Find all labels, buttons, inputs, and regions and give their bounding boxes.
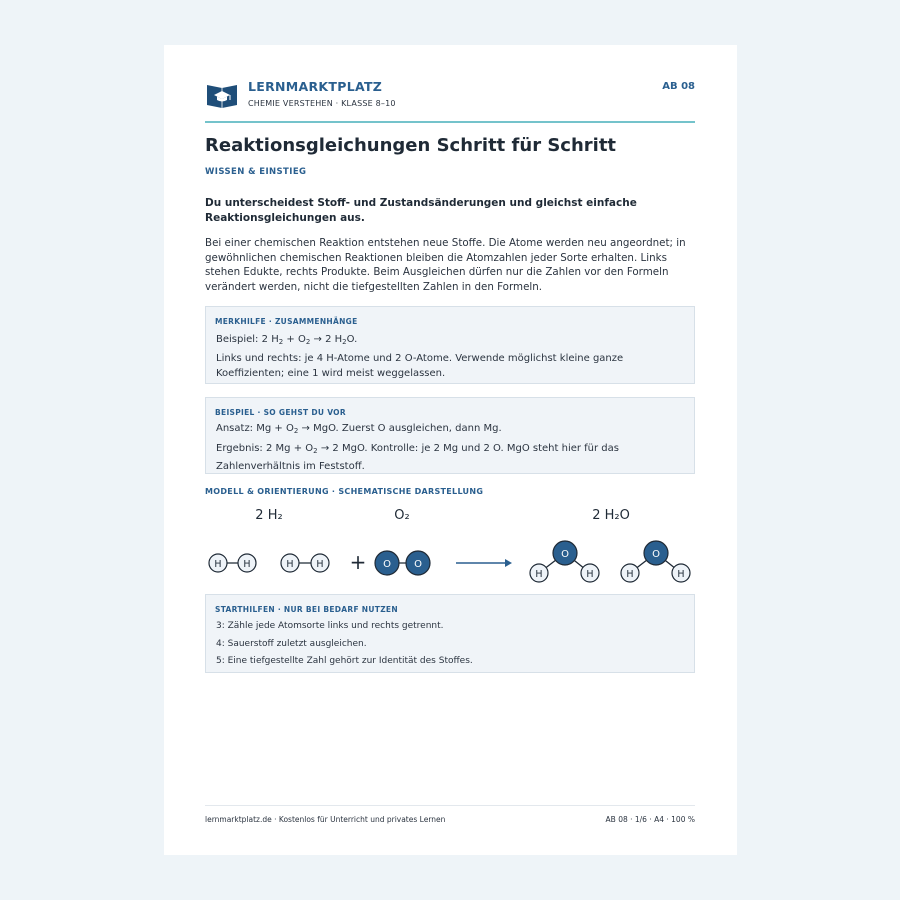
learning-goal: Du unterscheidest Stoff- und Zustandsänderungen und gleichst einfache Reaktionsgleichungen aus. <box>205 197 637 224</box>
merkhilfe-label: MERKHILFE · ZUSAMMENHÄNGE <box>215 317 358 326</box>
hint-item: 5: Eine tiefgestellte Zahl gehört zur Identität des Stoffes. <box>216 656 473 666</box>
graduation-book-icon <box>206 81 238 109</box>
svg-text:H: H <box>586 569 594 580</box>
h2-molecule <box>281 554 329 572</box>
ergebnis-line: Ergebnis: 2 $Mg + O_2 \to 2$ MgO. Kontrolle: je 2 Mg und 2 O. MgO steht hier für das Zahlenverhältnis im Feststoff. <box>216 443 619 472</box>
header <box>205 79 695 123</box>
h2o-molecule <box>530 541 599 582</box>
ansatz-equation: $Mg + O_2$ → MgO. <box>256 423 339 435</box>
section-subtitle: WISSEN & EINSTIEG <box>205 167 307 177</box>
starthilfen-box <box>205 594 695 673</box>
svg-text:O: O <box>383 559 391 570</box>
ansatz-line: Ansatz: $Mg + O_2$ → MgO. Zuerst O ausgleichen, dann Mg. <box>216 423 502 435</box>
ergebnis-equation: 2 $Mg + O_2 \to 2$ MgO. <box>265 443 368 455</box>
h2-molecule <box>209 554 256 572</box>
svg-text:H: H <box>316 559 324 570</box>
hint-item: 4: Sauerstoff zuletzt ausgleichen. <box>216 639 367 649</box>
example-prefix: Beispiel: <box>216 334 259 345</box>
reaction-arrow-icon <box>456 559 512 567</box>
h2o-molecule <box>621 541 690 582</box>
beispiel-label: BEISPIEL · SO GEHST DU VOR <box>215 408 346 417</box>
svg-text:O: O <box>414 559 422 570</box>
svg-text:H: H <box>243 559 251 570</box>
header-divider <box>205 121 695 123</box>
svg-text:H: H <box>677 569 685 580</box>
footer-source: lernmarktplatz.de · Kostenlos für Unterricht und privates Lernen <box>205 815 446 824</box>
footer-divider <box>205 805 695 806</box>
merkhilfe-text: Links und rechts: je 4 H-Atome und 2 O-Atome. Verwende möglichst kleine ganze Koeffizienten; eine 1 wird meist weggelassen. <box>216 353 624 379</box>
starthilfen-label: STARTHILFEN · NUR BEI BEDARF NUTZEN <box>215 605 398 614</box>
footer-page-info: AB 08 · 1/6 · A4 · 100 % <box>605 815 695 824</box>
hint-item: 3: Zähle jede Atomsorte links und rechts getrennt. <box>216 621 444 631</box>
beispiel-box <box>205 397 695 474</box>
equation: 2 $H_2 + O_2 \to 2$ $H_2O$. <box>261 334 358 346</box>
molecule-diagram <box>205 499 695 589</box>
plus-sign: + <box>349 550 367 574</box>
caption-h2: 2 H₂ <box>255 508 283 523</box>
model-label: MODELL & ORIENTIERUNG · SCHEMATISCHE DARSTELLUNG <box>205 487 484 496</box>
svg-text:H: H <box>535 569 543 580</box>
sheet-code: AB 08 <box>662 81 695 92</box>
intro-paragraph: Bei einer chemischen Reaktion entstehen neue Stoffe. Die Atome werden neu angeordnet; in gewöhnlichen chemischen Reaktionen bleiben die Atomzahlen jeder Sorte erhalten. Links stehen Edukte, rechts Produkte. Beim Ausgleichen dürfen nur die Zahlen vor den Formeln verändert werden, nicht die tiefgestellten Zahlen in den Formeln. <box>205 237 686 293</box>
page-title: Reaktionsgleichungen Schritt für Schritt <box>205 135 617 156</box>
caption-o2: O₂ <box>394 508 410 523</box>
merkhilfe-example <box>216 332 686 350</box>
brand-name: LERNMARKTPLATZ <box>248 79 383 94</box>
svg-text:H: H <box>626 569 634 580</box>
svg-text:H: H <box>286 559 294 570</box>
caption-h2o: 2 H₂O <box>592 508 630 523</box>
merkhilfe-box <box>205 306 695 384</box>
o2-molecule <box>375 551 430 575</box>
svg-text:O: O <box>561 549 569 560</box>
brand-subline: CHEMIE VERSTEHEN · KLASSE 8–10 <box>248 99 396 108</box>
worksheet-page <box>164 45 737 855</box>
svg-text:H: H <box>214 559 222 570</box>
svg-text:O: O <box>652 549 660 560</box>
